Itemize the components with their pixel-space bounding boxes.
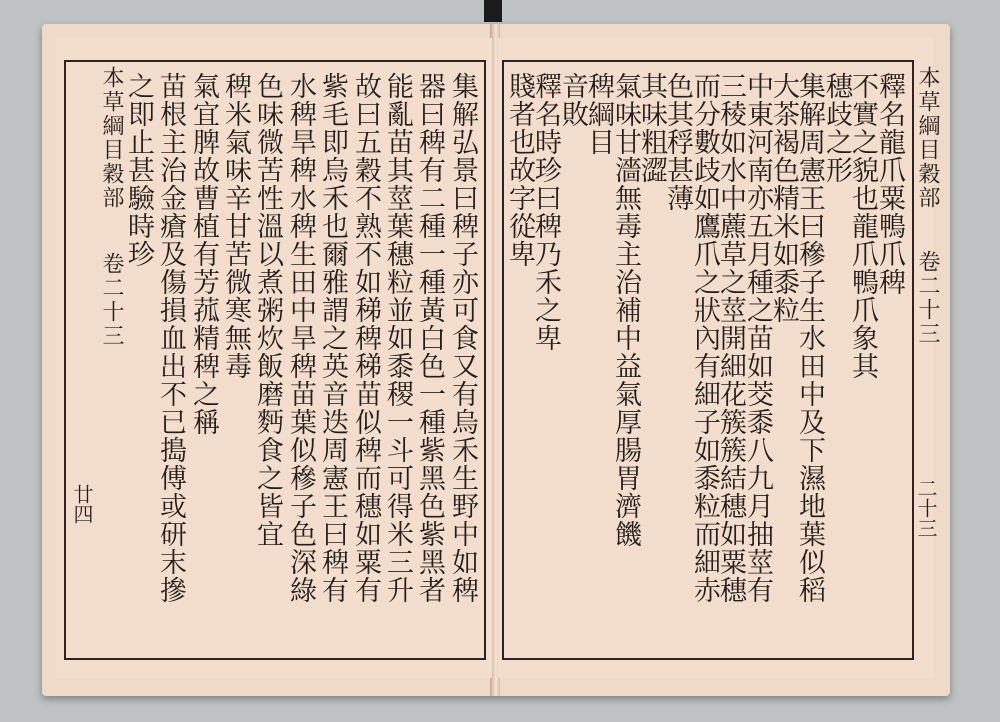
left-page-volume: 卷二十三 [99,252,124,348]
text-column: 苗根主治金瘡及傷損血出不已搗傅或研末摻 [155,72,186,604]
text-column: 集解周憲王曰穇子生水田中及下濕地葉似稻 [794,72,825,604]
text-column: 色味微苦性溫以煮粥炊飯磨麪食之皆宜 [252,72,283,548]
text-column: 賤者也故字從卑 [504,72,535,268]
text-column: 大茶褐色精米如黍粒 [768,72,799,324]
bookmark-ribbon [484,0,502,22]
text-column: 故曰五穀不熟不如稊稗稊苗似稗而穗如粟有 [350,72,381,604]
right-page [498,38,940,678]
right-page-header: 本草綱目穀部 [915,66,940,210]
text-column: 穗歧之形 [821,72,852,184]
text-column: 能亂苗其莖葉穗粒並如黍稷一斗可得米三升 [382,72,413,604]
text-column: 稗綱目 [583,72,614,156]
text-column: 集解弘景曰稗子亦可食又有烏禾生野中如稗 [447,72,478,604]
left-page [56,38,492,678]
text-column: 稗米氣味辛甘苦微寒無毒 [220,72,251,380]
left-page-number: 廿四 [70,484,94,524]
text-column: 之即止甚驗時珍 [123,72,154,268]
text-column: 紫毛即烏禾也爾雅謂之英音迭周憲王曰稗有 [317,72,348,604]
text-column: 氣宜脾故曹植有芳菰精稗之稱 [188,72,219,436]
left-page-header: 本草綱目穀部 [99,66,124,210]
right-page-volume: 卷二十三 [915,250,940,346]
text-column: 中東河南亦五月種之苗如茭黍八九月抽莖有 [742,72,773,604]
open-book [42,24,950,696]
text-column: 釋名時珍曰稗乃禾之卑 [530,72,561,352]
text-column: 其味粗澀 [636,72,667,184]
text-column: 器曰稗有二種一種黃白色一種紫黑色紫黑者 [414,72,445,604]
text-column: 氣味甘濇無毒主治補中益氣厚腸胃濟饑 [610,72,641,548]
text-column: 而分數歧如鷹爪之狀內有細子如黍粒而細赤 [689,72,720,604]
text-column: 音敗 [557,72,588,128]
text-column: 三稜如水中藨草之莖開細花簇簇結穗如粟穗 [715,72,746,604]
text-column: 水稗旱稗水稗生田中旱稗苗葉似穇子色深綠 [285,72,316,604]
text-column: 釋名龍爪粟鴨爪稗 [874,72,905,296]
text-column: 不實之貌也龍爪鴨爪象其 [847,72,878,380]
right-page-number: 二十三 [914,478,938,538]
text-column: 色其稃甚薄 [662,72,693,212]
